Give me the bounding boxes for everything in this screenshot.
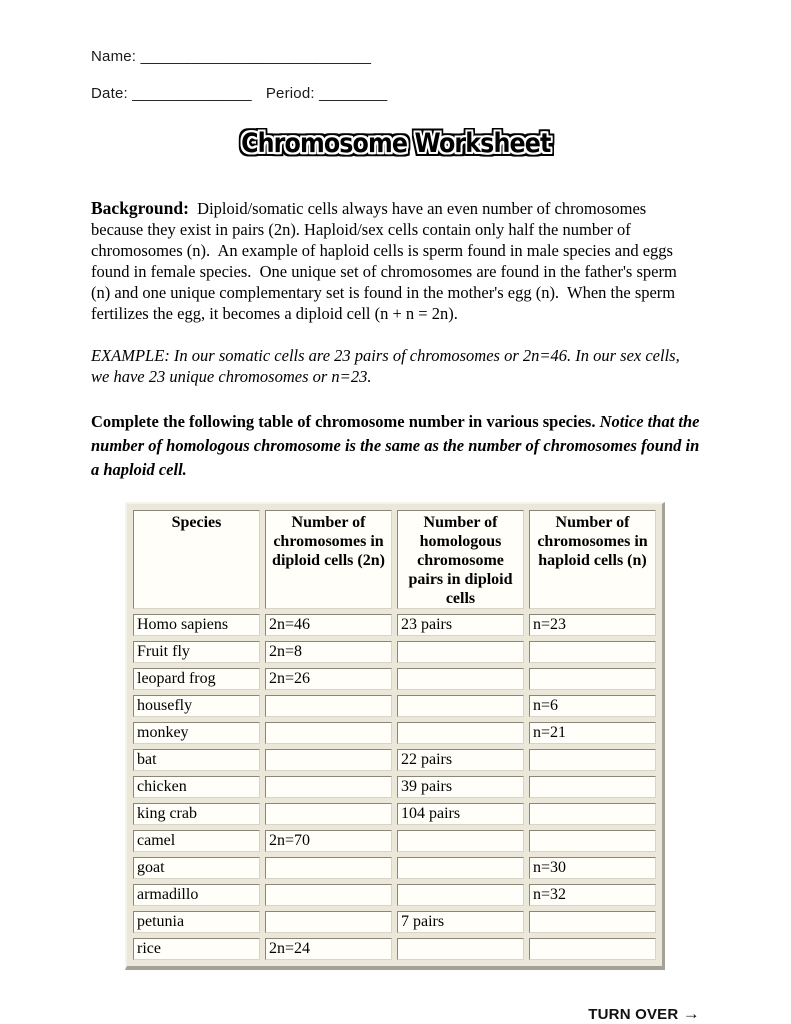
column-header-homologous-pairs: Number of homologous chromosome pairs in diploid cells: [397, 510, 524, 609]
value-cell: [397, 722, 524, 744]
value-cell: [265, 884, 392, 906]
table-row: [133, 668, 656, 690]
right-arrow-icon: →: [682, 1004, 700, 1023]
instruction-italic-text: Notice that the number of homologous chromosome is the same as the number of chromosomes found in a haploid cell.: [91, 412, 704, 479]
table-row: [133, 722, 656, 744]
table-row: [133, 938, 656, 960]
date-label: Date:: [91, 85, 128, 102]
value-cell: [397, 641, 524, 663]
value-cell: [529, 830, 656, 852]
chromosome-table: [128, 505, 661, 965]
value-cell: 2n=26: [265, 668, 392, 690]
species-cell: bat: [133, 749, 260, 771]
species-cell: king crab: [133, 803, 260, 825]
period-label: Period:: [265, 85, 315, 102]
value-cell: 2n=24: [265, 938, 392, 960]
name-blank: ___________________________: [140, 48, 372, 65]
value-cell: [397, 668, 524, 690]
value-cell: [529, 938, 656, 960]
value-cell: [397, 830, 524, 852]
species-cell: monkey: [133, 722, 260, 744]
table-row: [133, 803, 656, 825]
value-cell: [529, 803, 656, 825]
value-cell: 2n=8: [265, 641, 392, 663]
turn-over-note: [588, 1006, 700, 1023]
table-row: [133, 884, 656, 906]
value-cell: 39 pairs: [397, 776, 524, 798]
date-blank: ______________: [132, 85, 252, 102]
value-cell: [397, 695, 524, 717]
value-cell: 104 pairs: [397, 803, 524, 825]
value-cell: 2n=46: [265, 614, 392, 636]
value-cell: [529, 776, 656, 798]
value-cell: [265, 695, 392, 717]
value-cell: n=21: [529, 722, 656, 744]
value-cell: [265, 776, 392, 798]
value-cell: n=32: [529, 884, 656, 906]
value-cell: [529, 641, 656, 663]
species-cell: Homo sapiens: [133, 614, 260, 636]
background-text: Diploid/somatic cells always have an even number of chromosomes because they exist in pairs (2n). Haploid/sex cells contain only half the number of chromosomes (n). An example of haploid cells is sperm found in male species and eggs found in female species. One unique set of chromosomes are found in the father's sperm (n) and one unique complementary set is found in the mother's egg (n). When the sperm fertilizes the egg, it becomes a diploid cell (n + n = 2n).: [91, 199, 681, 323]
table-row: [133, 857, 656, 879]
example-paragraph: EXAMPLE: In our somatic cells are 23 pairs of chromosomes or 2n=46. In our sex cells, we have 23 unique chromosomes or n=23.: [91, 346, 684, 386]
table-row: [133, 911, 656, 933]
value-cell: 7 pairs: [397, 911, 524, 933]
value-cell: [529, 668, 656, 690]
date-period-line: [91, 85, 700, 102]
value-cell: 23 pairs: [397, 614, 524, 636]
instruction-bold-text: Complete the following table of chromosome number in various species.: [91, 412, 600, 431]
table-row: [133, 695, 656, 717]
name-line: [91, 48, 700, 65]
table-row: [133, 614, 656, 636]
species-cell: housefly: [133, 695, 260, 717]
page-title: Chromosome Worksheet: [240, 128, 551, 159]
value-cell: [265, 911, 392, 933]
species-cell: armadillo: [133, 884, 260, 906]
table-row: [133, 749, 656, 771]
species-cell: camel: [133, 830, 260, 852]
table-row: [133, 776, 656, 798]
value-cell: n=30: [529, 857, 656, 879]
species-cell: petunia: [133, 911, 260, 933]
value-cell: [265, 722, 392, 744]
instruction-paragraph: [91, 410, 704, 482]
period-blank: ________: [319, 85, 388, 102]
value-cell: [397, 938, 524, 960]
table-row: [133, 830, 656, 852]
column-header-haploid: Number of chromosomes in haploid cells (n): [529, 510, 656, 609]
species-cell: Fruit fly: [133, 641, 260, 663]
footer: [91, 1004, 700, 1024]
species-cell: leopard frog: [133, 668, 260, 690]
background-paragraph: [91, 198, 700, 324]
value-cell: n=23: [529, 614, 656, 636]
value-cell: [397, 857, 524, 879]
table-row: [133, 641, 656, 663]
value-cell: [529, 749, 656, 771]
species-cell: rice: [133, 938, 260, 960]
column-header-diploid: Number of chromosomes in diploid cells (2n): [265, 510, 392, 609]
species-cell: chicken: [133, 776, 260, 798]
value-cell: 22 pairs: [397, 749, 524, 771]
name-label: Name:: [91, 48, 137, 65]
background-label: Background:: [91, 198, 189, 218]
species-cell: goat: [133, 857, 260, 879]
value-cell: 2n=70: [265, 830, 392, 852]
value-cell: [265, 803, 392, 825]
chromosome-table-frame: [125, 502, 665, 970]
title-container: [91, 128, 700, 172]
value-cell: n=6: [529, 695, 656, 717]
value-cell: [265, 749, 392, 771]
turn-over-label: TURN OVER: [588, 1006, 679, 1023]
table-body: [133, 614, 656, 960]
value-cell: [397, 884, 524, 906]
value-cell: [265, 857, 392, 879]
column-header-species: Species: [133, 510, 260, 609]
value-cell: [529, 911, 656, 933]
table-header-row: [133, 510, 656, 609]
